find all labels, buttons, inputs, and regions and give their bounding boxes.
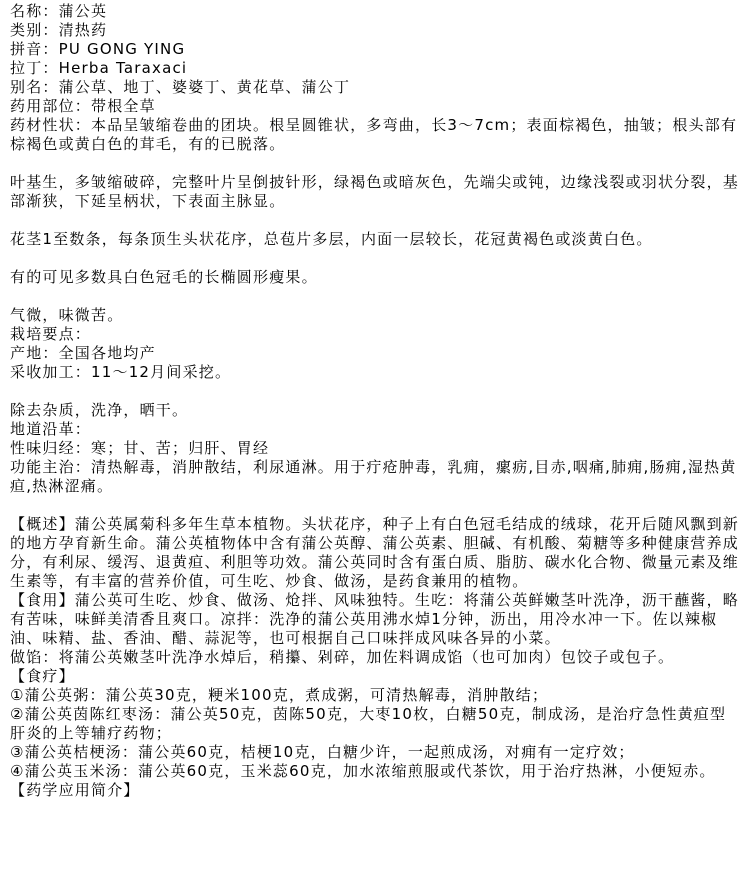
herb-medicinal-part: 药用部位：带根全草	[10, 97, 156, 115]
herb-name: 名称：蒲公英	[10, 2, 108, 20]
cultivation-harvest: 采收加工：11～12月间采挖。	[10, 363, 232, 381]
cultivation-origin: 产地：全国各地均产	[10, 344, 156, 362]
herb-latin: 拉丁：Herba Taraxaci	[10, 59, 188, 77]
authentic-history: 地道沿革：	[10, 420, 92, 438]
herb-traits-root: 药材性状：本品呈皱缩卷曲的团块。根呈圆锥状，多弯曲，长3～7cm；表面棕褐色，抽皱；根头部有棕褐色或黄白色的茸毛，有的已脱落。	[10, 116, 738, 153]
herb-alias: 别名：蒲公草、地丁、婆婆丁、黄花草、蒲公丁	[10, 78, 351, 96]
nature-meridian: 性味归经：寒；甘、苦；归肝、胃经	[10, 439, 270, 457]
overview-paragraph: 【概述】蒲公英属菊科多年生草本植物。头状花序，种子上有白色冠毛结成的绒球，花开后随风飘到新的地方孕育新生命。蒲公英植物体中含有蒲公英醇、蒲公英素、胆碱、有机酸、菊糖等多种健康营养成分，有利尿、缓泻、退黄疸、利胆等功效。蒲公英同时含有蛋白质、脂肪、碳水化合物、微量元素及维生素等，有丰富的营养价值，可生吃、炒食、做汤，是药食兼用的植物。	[10, 515, 740, 590]
herb-pinyin: 拼音：PU GONG YING	[10, 40, 186, 58]
diet-recipe-item: ④蒲公英玉米汤：蒲公英60克，玉米蕊60克，加水浓缩煎服或代茶饮，用于治疗热淋，小便短赤。	[10, 762, 716, 780]
edible-paragraph: 【食用】蒲公英可生吃、炒食、做汤、炝拌、风味独特。生吃：将蒲公英鲜嫩茎叶洗净，沥干蘸酱，略有苦味，味鲜美清香且爽口。凉拌：洗净的蒲公英用沸水焯1分钟，沥出，用冷水冲一下。佐以辣椒油、味精、盐、香油、醋、蒜泥等，也可根据自己口味拌成风味各异的小菜。	[10, 591, 740, 647]
stuffing-paragraph: 做馅：将蒲公英嫩茎叶洗净水焯后，稍攥、剁碎，加佐料调成馅（也可加肉）包饺子或包子。	[10, 648, 675, 666]
diet-therapy-heading: 【食疗】	[10, 667, 75, 685]
cultivation-heading: 栽培要点：	[10, 325, 92, 343]
herb-traits-flower: 花茎1至数条，每条顶生头状花序，总苞片多层，内面一层较长，花冠黄褐色或淡黄白色。	[10, 230, 653, 248]
processing-method: 除去杂质，洗净，晒干。	[10, 401, 189, 419]
herb-traits-leaf: 叶基生，多皱缩破碎，完整叶片呈倒披针形，绿褐色或暗灰色，先端尖或钝，边缘浅裂或羽状分裂，基部渐狭，下延呈柄状，下表面主脉显。	[10, 173, 740, 210]
diet-recipe-item: ③蒲公英桔梗汤：蒲公英60克，桔梗10克，白糖少许，一起煎成汤，对痈有一定疗效；	[10, 743, 635, 761]
herb-document	[10, 2, 742, 800]
herb-category: 类别：清热药	[10, 21, 108, 39]
diet-recipe-item: ②蒲公英茵陈红枣汤：蒲公英50克，茵陈50克，大枣10枚，白糖50克，制成汤，是治疗急性黄疸型肝炎的上等辅疗药物；	[10, 705, 727, 742]
herb-traits-fruit: 有的可见多数具白色冠毛的长椭圆形瘦果。	[10, 268, 318, 286]
diet-recipe-item: ①蒲公英粥：蒲公英30克，粳米100克，煮成粥，可清热解毒，消肿散结；	[10, 686, 549, 704]
herb-traits-smell: 气微，味微苦。	[10, 306, 124, 324]
function-indication: 功能主治：清热解毒，消肿散结，利尿通淋。用于疔疮肿毒，乳痈，瘰疬,目赤,咽痛,肺痈,肠痈,湿热黄疸,热淋涩痛。	[10, 458, 737, 495]
pharmacy-heading: 【药学应用简介】	[10, 781, 140, 799]
